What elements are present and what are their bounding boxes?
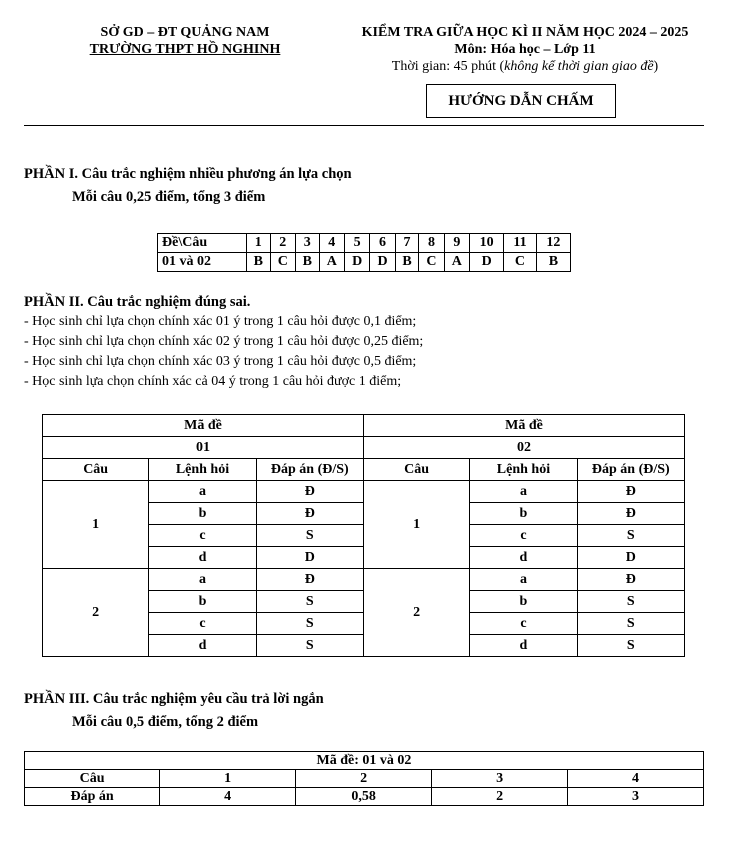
question-number: 10 (470, 234, 504, 253)
answer-cell: C (270, 253, 295, 272)
row-label: Câu (25, 770, 160, 788)
answer-cell: 4 (160, 788, 296, 806)
answer-cell: B (395, 253, 419, 272)
question-cell: 1 (363, 481, 469, 569)
question-number: 6 (370, 234, 395, 253)
row-label: Đáp án (25, 788, 160, 806)
part3-scoring: Mỗi câu 0,5 điểm, tổng 2 điểm (72, 714, 259, 730)
question-number: 1 (247, 234, 271, 253)
department-name: SỞ GD – ĐT QUẢNG NAM (100, 25, 270, 40)
prompt-cell: a (149, 569, 256, 591)
part2-rule: - Học sinh chỉ lựa chọn chính xác 02 ý trong 1 câu hỏi được 0,25 điểm; (24, 334, 424, 349)
prompt-cell: b (149, 503, 256, 525)
part1-title: PHẦN I. Câu trắc nghiệm nhiều phương án lựa chọn (24, 166, 352, 182)
part3-title: PHẦN III. Câu trắc nghiệm yêu cầu trả lời ngắn (24, 691, 324, 707)
answer-cell: D (256, 547, 363, 569)
answer-cell: Đ (256, 481, 363, 503)
answer-cell: Đ (577, 503, 684, 525)
prompt-cell: c (470, 525, 577, 547)
answer-cell: C (504, 253, 536, 272)
subject-line: Môn: Hóa học – Lớp 11 (454, 42, 596, 57)
answer-cell: Đ (256, 503, 363, 525)
part2-answer-table (42, 414, 685, 657)
col-prompt: Lệnh hỏi (149, 459, 256, 481)
answer-cell: A (319, 253, 344, 272)
code-header-left: Mã đề (43, 415, 364, 437)
time-prefix: Thời gian: 45 phút ( (391, 59, 505, 74)
answer-cell: D (344, 253, 369, 272)
part2-rule: - Học sinh chỉ lựa chọn chính xác 03 ý trong 1 câu hỏi được 0,5 điểm; (24, 354, 417, 369)
col-question: Câu (43, 459, 149, 481)
question-number: 12 (536, 234, 570, 253)
question-number: 1 (160, 770, 296, 788)
answer-cell: B (295, 253, 319, 272)
answer-cell: 3 (568, 788, 704, 806)
question-number: 5 (344, 234, 369, 253)
col-answer: Đáp án (Đ/S) (256, 459, 363, 481)
answer-cell: S (256, 635, 363, 657)
prompt-cell: d (149, 635, 256, 657)
question-number: 2 (270, 234, 295, 253)
answer-cell: S (256, 525, 363, 547)
answer-cell: 2 (432, 788, 568, 806)
prompt-cell: c (470, 613, 577, 635)
question-cell: 1 (43, 481, 149, 569)
question-number: 4 (319, 234, 344, 253)
part1-answer-table (157, 233, 571, 272)
answer-cell: D (577, 547, 684, 569)
question-number: 7 (395, 234, 419, 253)
code-value-left: 01 (43, 437, 364, 459)
prompt-cell: d (470, 635, 577, 657)
answer-cell: S (577, 525, 684, 547)
prompt-cell: c (149, 613, 256, 635)
question-number: 4 (568, 770, 704, 788)
question-number: 2 (296, 770, 432, 788)
part1-scoring: Mỗi câu 0,25 điểm, tổng 3 điểm (72, 189, 266, 205)
answer-cell: S (256, 591, 363, 613)
code-header-right: Mã đề (363, 415, 684, 437)
question-cell: 2 (363, 569, 469, 657)
time-note: không kể thời gian giao đề (504, 59, 654, 74)
question-number: 9 (444, 234, 469, 253)
answer-cell: C (419, 253, 444, 272)
exam-code-cell: 01 và 02 (158, 253, 247, 272)
prompt-cell: a (470, 481, 577, 503)
col-prompt: Lệnh hỏi (470, 459, 577, 481)
header-divider (24, 125, 704, 126)
time-line (340, 59, 710, 75)
answer-cell: B (536, 253, 570, 272)
answer-cell: Đ (256, 569, 363, 591)
prompt-cell: a (149, 481, 256, 503)
question-number: 8 (419, 234, 444, 253)
question-cell: 2 (43, 569, 149, 657)
answer-cell: 0,58 (296, 788, 432, 806)
answer-key-box: HƯỚNG DẪN CHẤM (426, 84, 616, 118)
prompt-cell: b (470, 591, 577, 613)
prompt-cell: a (470, 569, 577, 591)
part3-answer-table (24, 751, 704, 806)
answer-cell: S (577, 635, 684, 657)
answer-cell: D (370, 253, 395, 272)
prompt-cell: b (149, 591, 256, 613)
part2-rule: - Học sinh lựa chọn chính xác cả 04 ý trong 1 câu hỏi được 1 điểm; (24, 374, 402, 389)
part1-header-row (158, 234, 571, 253)
answer-cell: S (577, 613, 684, 635)
prompt-cell: d (470, 547, 577, 569)
answer-cell: A (444, 253, 469, 272)
answer-cell: S (256, 613, 363, 635)
part2-title: PHẦN II. Câu trắc nghiệm đúng sai. (24, 294, 251, 310)
col-answer: Đáp án (Đ/S) (577, 459, 684, 481)
part2-rule: - Học sinh chỉ lựa chọn chính xác 01 ý trong 1 câu hỏi được 0,1 điểm; (24, 314, 417, 329)
part1-answer-row (158, 253, 571, 272)
exam-title: KIỂM TRA GIỮA HỌC KÌ II NĂM HỌC 2024 – 2025 (361, 25, 689, 40)
answer-cell: S (577, 591, 684, 613)
question-number: 11 (504, 234, 536, 253)
question-number: 3 (295, 234, 319, 253)
corner-cell: Đề\Câu (158, 234, 247, 253)
answer-cell: D (470, 253, 504, 272)
school-name: TRƯỜNG THPT HỒ NGHINH (89, 42, 281, 57)
prompt-cell: c (149, 525, 256, 547)
time-suffix: ) (653, 59, 659, 74)
code-value-right: 02 (363, 437, 684, 459)
answer-cell: Đ (577, 569, 684, 591)
prompt-cell: b (470, 503, 577, 525)
question-number: 3 (432, 770, 568, 788)
answer-cell: Đ (577, 481, 684, 503)
col-question: Câu (363, 459, 469, 481)
prompt-cell: d (149, 547, 256, 569)
answer-cell: B (247, 253, 271, 272)
part3-code-label: Mã đề: 01 và 02 (25, 752, 704, 770)
